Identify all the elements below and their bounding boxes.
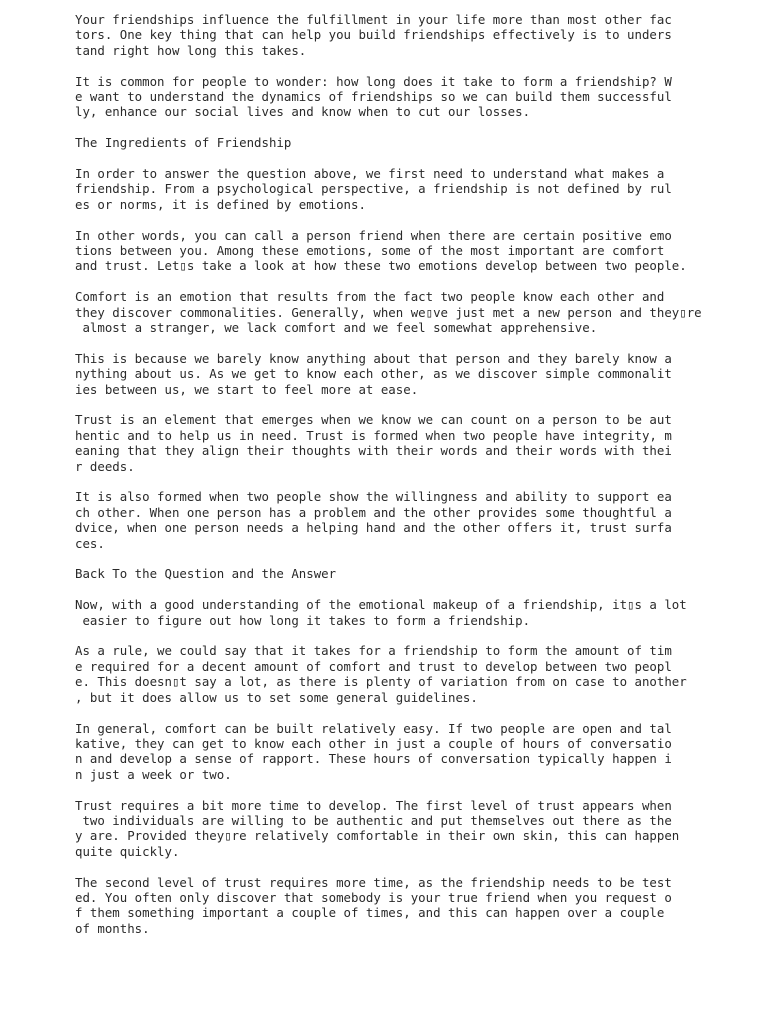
paragraph-commonalities: This is because we barely know anything about that person and they barely know a nything about us. As we get to know each other, as we discover simple commonalit ies between us, we start to feel more at ease.	[75, 350, 672, 397]
paragraph-trust-second-level: The second level of trust requires more time, as the friendship needs to be test ed. You often only discover that somebody is your true friend when you request o f them something important a couple of times, and this can happen over a couple of months.	[75, 874, 672, 936]
paragraph-understanding: Now, with a good understanding of the emotional makeup of a friendship, it▯s a lot easier to figure out how long it takes to form a friendship.	[75, 597, 687, 628]
paragraph-trust: Trust is an element that emerges when we know we can count on a person to be aut hentic and to help us in need. Trust is formed when two people have integrity, m eaning that they align their thoughts with their words and their words with thei r deeds.	[75, 412, 672, 474]
paragraph-intro: Your friendships influence the fulfillment in your life more than most other fac tors. One key thing that can help you build friendships effectively is to unders tand right how long this takes.	[75, 12, 672, 58]
paragraph-support: It is also formed when two people show the willingness and ability to support ea ch other. When one person has a problem and the other provides some thoughtful a dvice, when one person needs a helping hand and the other offers it, trust surfa ces.	[75, 489, 672, 551]
paragraph-rule: As a rule, we could say that it takes for a friendship to form the amount of tim e required for a decent amount of comfort and trust to develop between two peopl e. This doesn▯t say a lot, as there is plenty of variation from on case to another , but it does allow us to set some general guidelines.	[75, 643, 687, 705]
paragraph-comfort: Comfort is an emotion that results from the fact two people know each other and they discover commonalities. Generally, when we▯ve just met a new person and they▯re almost a stranger, we lack comfort and we feel somewhat apprehensive.	[75, 289, 702, 336]
section-heading-ingredients: The Ingredients of Friendship	[75, 135, 292, 151]
section-heading-answer: Back To the Question and the Answer	[75, 566, 337, 582]
paragraph-definition: In order to answer the question above, we first need to understand what makes a friendship. From a psychological perspective, a friendship is not defined by rul es or norms, it is defined by emotions.	[75, 166, 672, 212]
paragraph-emotions: In other words, you can call a person friend when there are certain positive emo tions between you. Among these emotions, some of the most important are comfort and trust. Let▯s take a look at how these two emotions develop between two people.	[75, 227, 687, 274]
paragraph-comfort-time: In general, comfort can be built relatively easy. If two people are open and tal kative, they can get to know each other in just a couple of hours of conversatio n and develop a sense of rapport. These hours of conversation typically happen i n just a week or two.	[75, 720, 672, 782]
paragraph-question: It is common for people to wonder: how long does it take to form a friendship? W e want to understand the dynamics of friendships so we can build them successful ly, enhance our social lives and know when to cut our losses.	[75, 73, 672, 120]
document-page	[75, 12, 715, 952]
paragraph-trust-first-level: Trust requires a bit more time to develop. The first level of trust appears when two individuals are willing to be authentic and put themselves out there as the y are. Provided they▯re relatively comfortable in their own skin, this can happen quite quickly.	[75, 797, 680, 859]
